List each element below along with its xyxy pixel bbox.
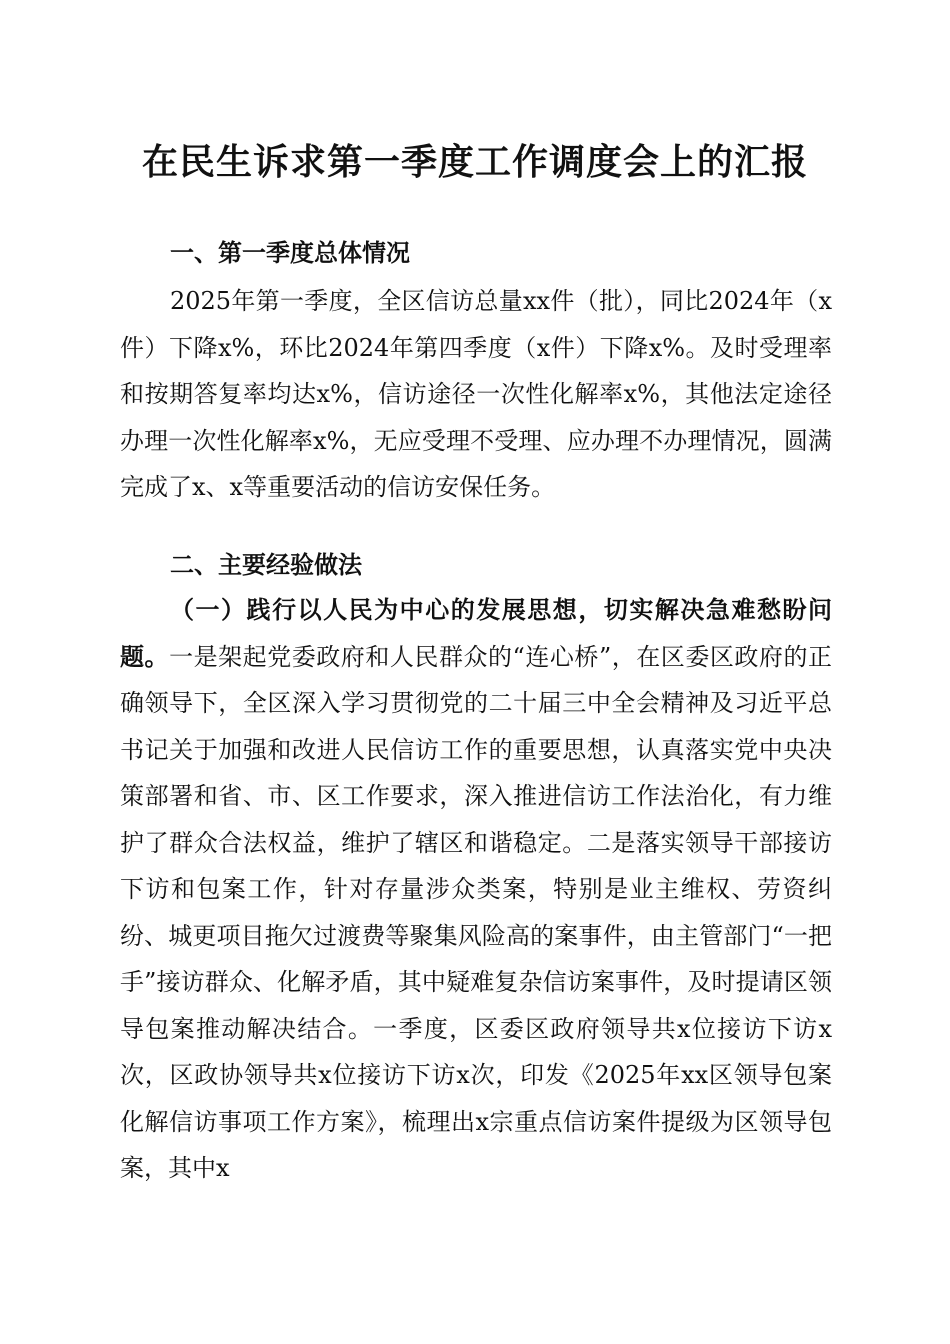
section-heading-overview: 一、第一季度总体情况 [170, 239, 410, 267]
section-heading-experience: 二、主要经验做法 [170, 551, 362, 579]
paragraph-overview-text: 2025年第一季度，全区信访总量xx件（批），同比2024年（x件）下降x%，环比2024年第四季度（x件）下降x%。及时受理率和按期答复率均达x%，信访途径一次性化解率x%，其他法定途径办理一次性化解率x%，无应受理不受理、应办理不办理情况，圆满完成了x、x等重要活动的信访安保任务。 [120, 287, 832, 501]
paragraph-overview [120, 278, 832, 511]
paragraph-experience [120, 587, 832, 1192]
document-title: 在民生诉求第一季度工作调度会上的汇报 [141, 141, 808, 183]
paragraph-experience-lead: （一）践行以人民为中心的发展思想，切实解决急难愁盼问题。 [120, 595, 832, 671]
paragraph-experience-text: 一是架起党委政府和人民群众的“连心桥”，在区委区政府的正确领导下，全区深入学习贯彻党的二十届三中全会精神及习近平总书记关于加强和改进人民信访工作的重要思想，认真落实党中央决策部署和省、市、区工作要求，深入推进信访工作法治化，有力维护了群众合法权益，维护了辖区和谐稳定。二是落实领导干部接访下访和包案工作，针对存量涉众类案，特别是业主维权、劳资纠纷、城更项目拖欠过渡费等聚集风险高的案事件，由主管部门“一把手”接访群众、化解矛盾，其中疑难复杂信访案事件，及时提请区领导包案推动解决结合。一季度，区委区政府领导共x位接访下访x次，区政协领导共x位接访下访x次，印发《2025年xx区领导包案化解信访事项工作方案》，梳理出x宗重点信访案件提级为区领导包案，其中x [120, 642, 833, 1182]
